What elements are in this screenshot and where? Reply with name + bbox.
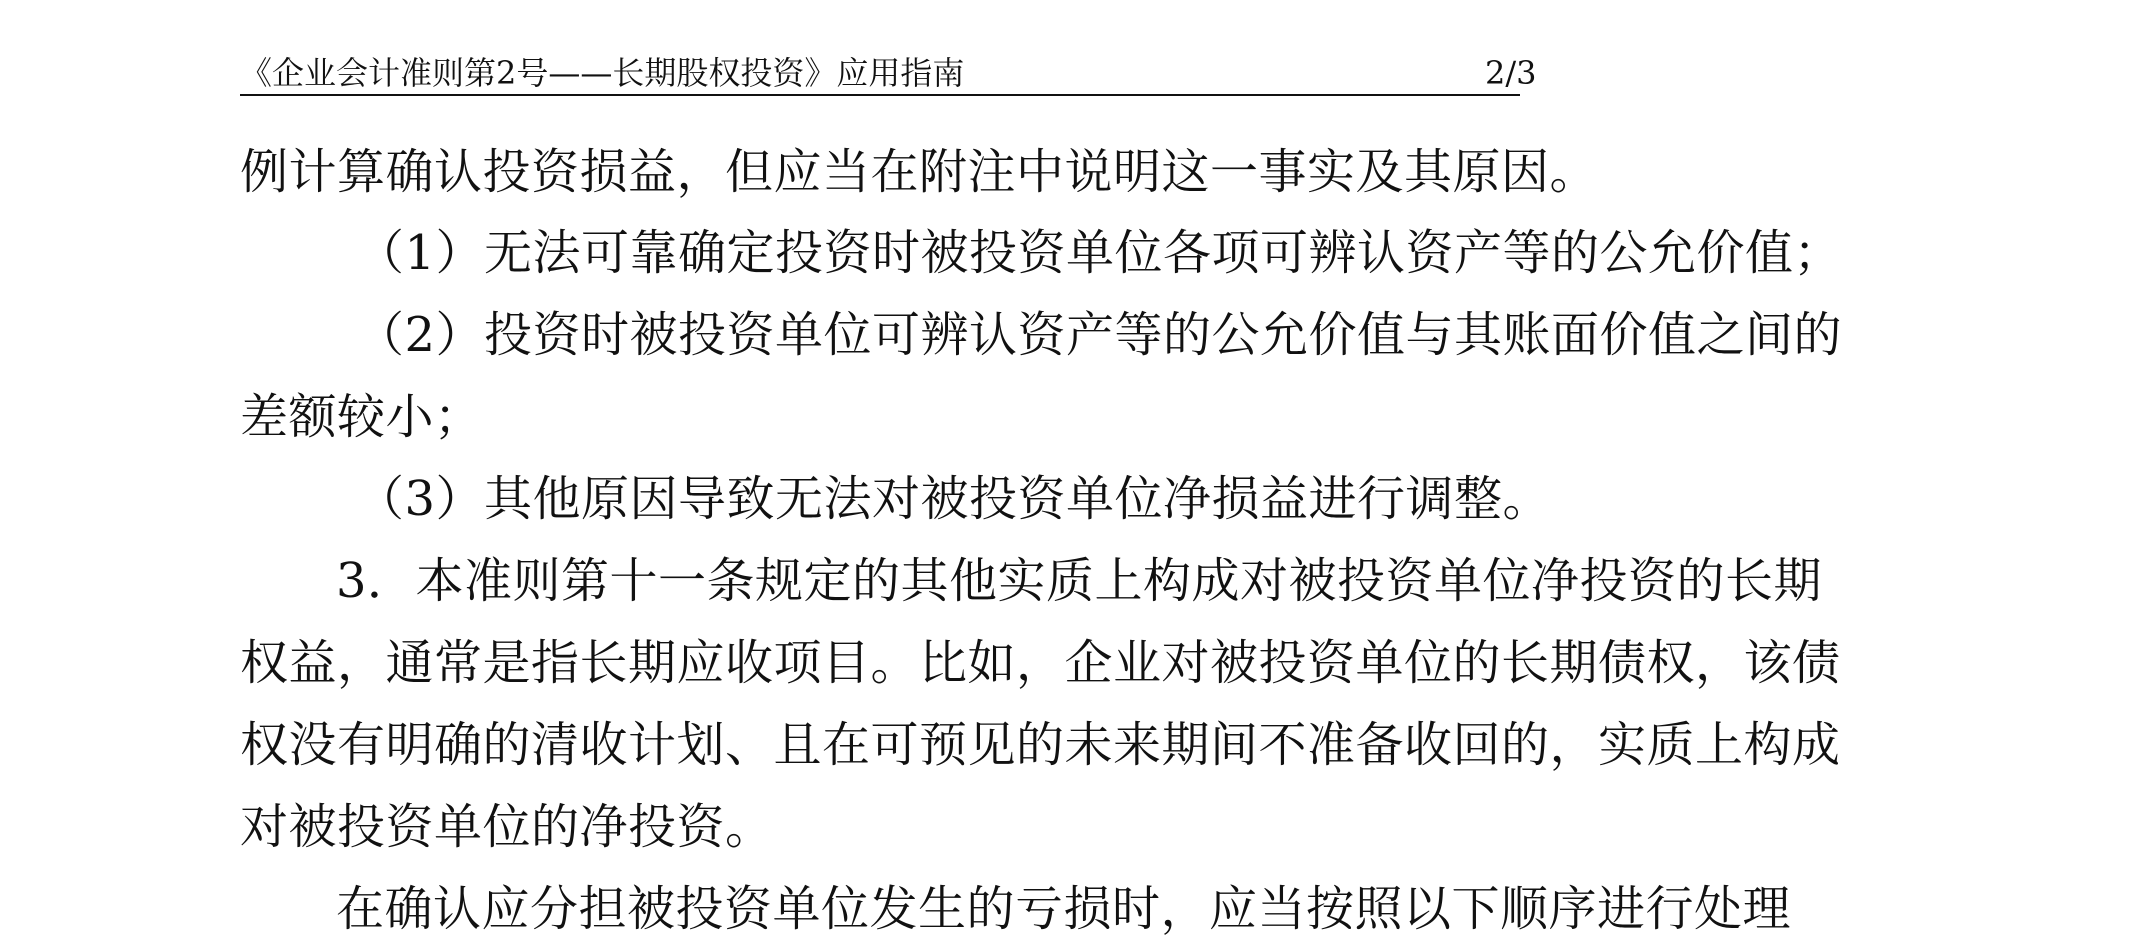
body-line: 权益，通常是指长期应收项目。比如，企业对被投资单位的长期债权，该债 — [240, 635, 1841, 691]
body-line: 3．本准则第十一条规定的其他实质上构成对被投资单位净投资的长期 — [336, 553, 1823, 609]
body-line: （1）无法可靠确定投资时被投资单位各项可辨认资产等的公允价值； — [356, 225, 1843, 281]
page-number: 2/3 — [1485, 54, 1537, 92]
body-line: （2）投资时被投资单位可辨认资产等的公允价值与其账面价值之间的 — [356, 307, 1843, 363]
body-line-partial: 在确认应分担被投资单位发生的亏损时，应当按照以下顺序进行处理 — [336, 881, 1792, 937]
body-line: 权没有明确的清收计划、且在可预见的未来期间不准备收回的，实质上构成 — [240, 717, 1841, 773]
body-line: 例计算确认投资损益，但应当在附注中说明这一事实及其原因。 — [240, 144, 1599, 200]
body-line: 差额较小； — [240, 389, 483, 445]
body-line: 对被投资单位的净投资。 — [240, 799, 774, 855]
header-title: 《企业会计准则第2号——长期股权投资》应用指南 — [240, 54, 965, 92]
body-line: （3）其他原因导致无法对被投资单位净损益进行调整。 — [356, 471, 1552, 527]
page-header — [240, 52, 1537, 96]
